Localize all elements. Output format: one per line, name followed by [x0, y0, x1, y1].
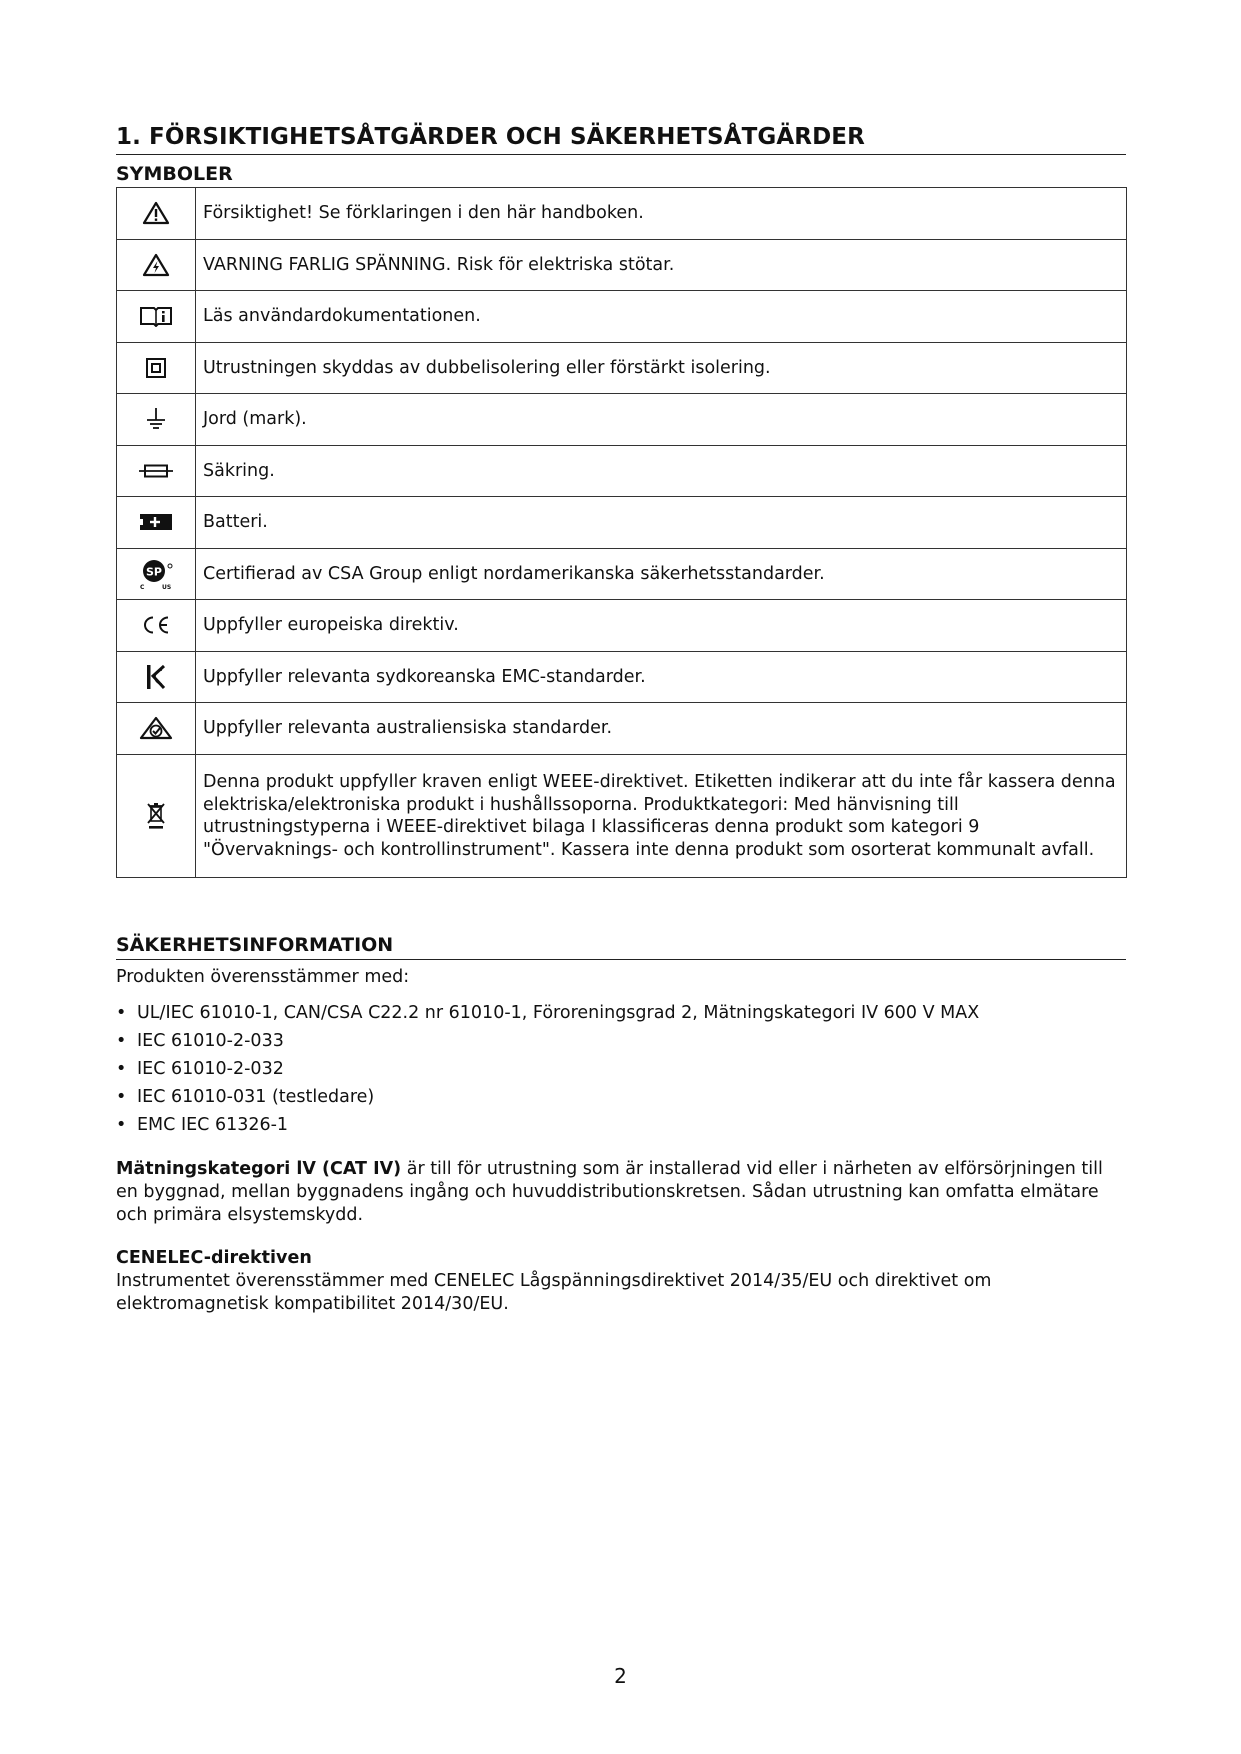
symbol-row [117, 651, 1127, 703]
cenelec-text: Instrumentet överensstämmer med CENELEC Lågspänningsdirektivet 2014/35/EU och direktivet om elektromagnetisk kompatibilitet 2014/30/EU. [116, 1270, 992, 1314]
symbol-description: Läs användardokumentationen. [196, 291, 1127, 343]
symbol-description: Certifierad av CSA Group enligt nordamerikanska säkerhetsstandarder. [196, 548, 1127, 600]
fuse-icon [117, 445, 196, 497]
measurement-category-text: är till för utrustning som är installerad vid eller i närheten av elförsörjningen till en byggnad, mellan byggnadens ingång och huvuddistributionskretsen. Sådan utrustning kan omfatta elmätare och primära elsystemskydd. [116, 1158, 1103, 1225]
list-item: • IEC 61010-2-032 [116, 1055, 1126, 1083]
standards-list [116, 999, 1126, 1139]
symbol-row [117, 342, 1127, 394]
svg-text:SP: SP [146, 565, 162, 579]
symbol-description: Batteri. [196, 497, 1127, 549]
symbol-row [117, 703, 1127, 755]
kc-mark-icon [117, 651, 196, 703]
list-item: • UL/IEC 61010-1, CAN/CSA C22.2 nr 61010-1, Föroreningsgrad 2, Mätningskategori IV 600 V MAX [116, 999, 1126, 1027]
symbol-row [117, 548, 1127, 600]
symbol-row [117, 291, 1127, 343]
symbol-row [117, 394, 1127, 446]
svg-text:C: C [140, 583, 145, 591]
symbols-heading: SYMBOLER [116, 163, 233, 185]
symbol-description: Säkring. [196, 445, 1127, 497]
symbol-row [117, 754, 1127, 877]
ground-earth-icon [117, 394, 196, 446]
list-item: • IEC 61010-031 (testledare) [116, 1083, 1126, 1111]
symbol-row [117, 239, 1127, 291]
measurement-category-term: Mätningskategori lV (CAT IV) [116, 1158, 402, 1179]
caution-triangle-icon [117, 188, 196, 240]
rcm-mark-icon [117, 703, 196, 755]
list-item: • IEC 61010-2-033 [116, 1027, 1126, 1055]
symbol-row [117, 188, 1127, 240]
double-insulation-icon [117, 342, 196, 394]
symbol-description: Denna produkt uppfyller kraven enligt WEEE-direktivet. Etiketten indikerar att du inte får kassera denna elektriska/elektroniska produkt i hushållssoporna. Produktkategori: Med hänvisning till utrustningstyperna i WEEE-direktivet bilaga I klassificeras denna produkt som kategori 9 "Övervaknings- och kontrollinstrument". Kassera inte denna produkt som osorterat kommunalt avfall. [196, 754, 1127, 877]
cenelec-heading: CENELEC-direktiven [116, 1247, 312, 1268]
battery-icon [117, 497, 196, 549]
symbol-description: Utrustningen skyddas av dubbelisolering eller förstärkt isolering. [196, 342, 1127, 394]
page-number: 2 [614, 1664, 627, 1688]
csa-certification-icon [117, 548, 196, 600]
weee-crossed-bin-icon [117, 754, 196, 877]
high-voltage-triangle-icon [117, 239, 196, 291]
safety-heading: SÄKERHETSINFORMATION [116, 934, 1126, 960]
symbols-table [116, 187, 1127, 878]
safety-intro: Produkten överensstämmer med: [116, 966, 410, 987]
section-title: 1. FÖRSIKTIGHETSÅTGÄRDER OCH SÄKERHETSÅTGÄRDER [116, 124, 1126, 155]
symbol-description: VARNING FARLIG SPÄNNING. Risk för elektriska stötar. [196, 239, 1127, 291]
symbol-row [117, 497, 1127, 549]
symbol-description: Uppfyller relevanta australiensiska standarder. [196, 703, 1127, 755]
ce-mark-icon [117, 600, 196, 652]
measurement-category-paragraph [116, 1158, 1126, 1227]
symbol-description: Uppfyller europeiska direktiv. [196, 600, 1127, 652]
symbol-description: Jord (mark). [196, 394, 1127, 446]
symbol-row [117, 445, 1127, 497]
document-page [116, 124, 1126, 1316]
read-manual-book-icon [117, 291, 196, 343]
symbol-description: Uppfyller relevanta sydkoreanska EMC-standarder. [196, 651, 1127, 703]
symbol-row [117, 600, 1127, 652]
list-item: • EMC IEC 61326-1 [116, 1111, 1126, 1139]
svg-text:US: US [162, 583, 172, 591]
symbol-description: Försiktighet! Se förklaringen i den här handboken. [196, 188, 1127, 240]
